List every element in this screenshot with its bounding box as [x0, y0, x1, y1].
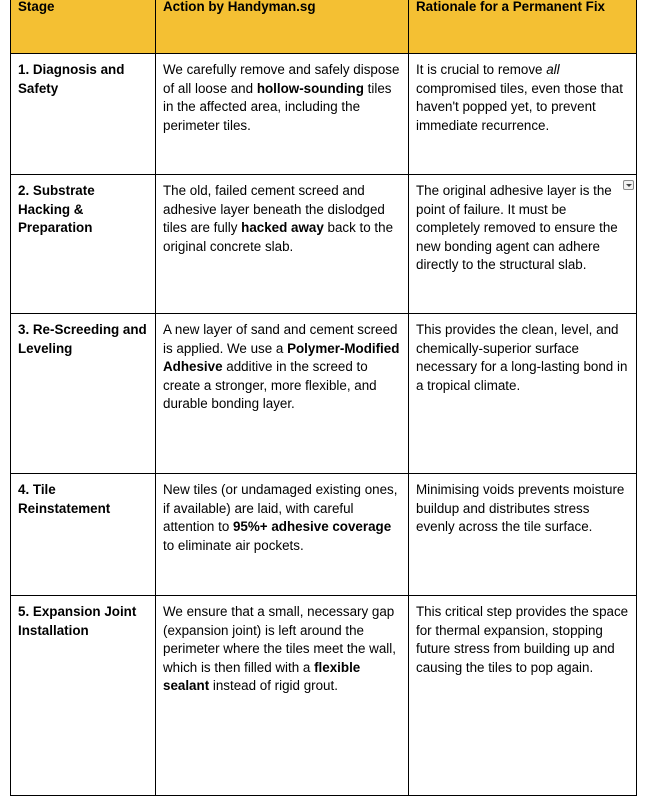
- action-text: tiles in the affected area, including the perimeter tiles.: [163, 80, 392, 133]
- header-rationale: Rationale for a Permanent Fix: [409, 0, 637, 54]
- action-text: New tiles (or undamaged existing ones, if available) are laid, with careful attention to: [163, 482, 398, 535]
- table-row: [11, 474, 637, 596]
- rationale-cell: [409, 175, 637, 314]
- cell-dropdown-arrow-icon[interactable]: [623, 180, 634, 190]
- action-text: back to the original concrete slab.: [163, 220, 394, 254]
- table-row: [11, 314, 637, 474]
- rationale-cell: [409, 54, 637, 175]
- rationale-text: It is crucial to remove: [416, 62, 547, 77]
- action-text: A new layer of sand and cement screed is applied. We use a: [163, 322, 398, 356]
- rationale-text: The original adhesive layer is the point of failure. It must be completely removed to ensure the new bonding agent can adhere directly to the structural slab.: [416, 183, 618, 273]
- action-bold-text: 95%+ adhesive coverage: [232, 519, 392, 535]
- action-text: We carefully remove and safely dispose of all loose and: [163, 62, 400, 96]
- table-row: [11, 596, 637, 796]
- rationale-cell: Minimising voids prevents moisture buildup and distributes stress evenly across the tile surface.: [409, 474, 637, 596]
- action-cell: [156, 175, 409, 314]
- rationale-cell: This critical step provides the space for thermal expansion, stopping future stress from building up and causing the tiles to pop again.: [409, 596, 637, 796]
- action-bold-text: flexible sealant: [163, 659, 361, 694]
- stage-cell: 5. Expansion Joint Installation: [11, 596, 156, 796]
- table-row: [11, 175, 637, 314]
- action-bold-text: hollow-sounding: [256, 80, 364, 96]
- action-text: to eliminate air pockets.: [163, 537, 304, 553]
- header-stage: Stage: [11, 0, 156, 54]
- action-cell: [156, 54, 409, 175]
- header-row: [11, 0, 637, 54]
- stage-cell: 2. Substrate Hacking & Preparation: [11, 175, 156, 314]
- action-cell: [156, 474, 409, 596]
- stage-cell: 3. Re-Screeding and Leveling: [11, 314, 156, 474]
- rationale-italic-text: all: [546, 62, 560, 77]
- stage-cell: 4. Tile Reinstatement: [11, 474, 156, 596]
- stage-cell: 1. Diagnosis and Safety: [11, 54, 156, 175]
- table-row: [11, 54, 637, 175]
- action-bold-text: hacked away: [241, 220, 324, 236]
- rationale-text: compromised tiles, even those that haven't popped yet, to prevent immediate recurrence.: [416, 80, 623, 133]
- action-text: instead of rigid grout.: [209, 678, 338, 694]
- header-action: Action by Handyman.sg: [156, 0, 409, 54]
- action-text: We ensure that a small, necessary gap (expansion joint) is left around the perimeter where the tiles meet the wall, which is then filled with a: [163, 604, 396, 675]
- action-cell: [156, 596, 409, 796]
- action-bold-text: Polymer-Modified Adhesive: [163, 340, 400, 375]
- repair-process-table: [10, 0, 637, 796]
- action-text: The old, failed cement screed and adhesive layer beneath the dislodged tiles are fully: [163, 183, 385, 236]
- action-cell: [156, 314, 409, 474]
- action-text: additive in the screed to create a stronger, more flexible, and durable bonding layer.: [163, 359, 377, 412]
- rationale-cell: This provides the clean, level, and chemically-superior surface necessary for a long-lasting bond in a tropical climate.: [409, 314, 637, 474]
